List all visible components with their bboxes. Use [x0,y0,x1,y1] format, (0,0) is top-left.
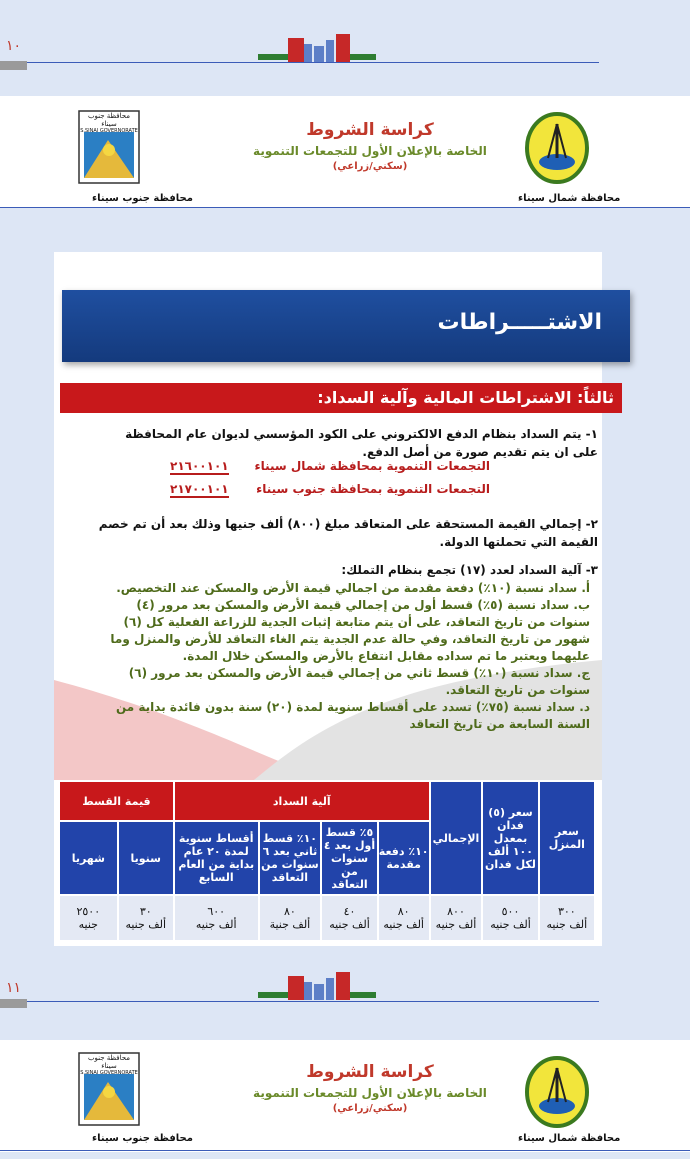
doc-title: كراسة الشروط [306,1062,434,1082]
point-b: ب. سداد نسبة (٥٪) قسط أول من إجمالي قيمة الأرض والمسكن بعد مرور (٤) سنوات من تاريخ التعاقد، على أن يتم متابعة إثبات الجدية للزراعة الفعلية كل (٦) شهور من تاريخ التعاقد، وفي حالة عدم الجدية يتم الغاء التعاقد للأرض والمنزل وما عليهما ويعتبر ما تم سداده مقابل انتفاع بالأرض والمسكن خلال المدة. [110,598,590,663]
section-heading: ثالثاً: الاشتراطات المالية وآلية السداد: [317,388,614,407]
buildings-logo-icon [258,968,378,1002]
page-number-bottom: ١١ [6,980,22,996]
code-label: التجمعات التنموية بمحافظة جنوب سيناء [256,482,490,496]
right-governorate-label: محافظة شمال سيناء [518,193,621,204]
code-row [100,482,490,505]
table-cell: ٥٠٠ ألف جنيه [483,896,537,940]
col-header-land-price: سعر (٥) فدان بمعدل ١٠٠ ألف لكل فدان [483,782,537,894]
doc-subtitle: الخاصة بالإعلان الأول للتجمعات التنموية [253,1086,487,1100]
doc-subtitle: الخاصة بالإعلان الأول للتجمعات التنموية [253,144,487,158]
table-cell: ٨٠ ألف جنيه [379,896,429,940]
buildings-logo-icon [258,30,378,64]
table-cell: ٤٠ ألف جنيه [322,896,376,940]
col-header-first-installment: ٥٪ قسط أول بعد ٤ سنوات من التعاقد [322,822,376,894]
table-cell: ٨٠ ألف جنية [260,896,321,940]
table-cell: ٢٥٠٠ جنيه [60,896,117,940]
item-1: ١- يتم السداد بنظام الدفع الالكتروني على الكود المؤسسي لديوان عام المحافظة على ان يتم تقديم صورة من أصل الدفع. [125,427,598,459]
section-title-slab [62,290,630,362]
point-a: أ. سداد نسبة (١٠٪) دفعة مقدمة من اجمالي قيمة الأرض والمسكن عند التخصيص. [116,581,590,595]
header-divider [0,1150,690,1151]
right-governorate-label: محافظة شمال سيناء [518,1133,621,1144]
group-header-mechanism: آلية السداد [175,782,429,820]
code-row [100,459,490,482]
header-title-block [160,1062,580,1114]
left-governorate-label: محافظة جنوب سيناء [92,1133,193,1144]
table-cell: ٦٠٠ ألف جنيه [175,896,258,940]
col-header-total: الإجمالي [431,782,482,894]
point-c: ج. سداد نسبة (١٠٪) قسط ثاني من إجمالي قيمة الأرض والمسكن بعد مرور (٦) سنوات من تاريخ التعاقد. [128,666,590,697]
page-number-bar [0,61,27,70]
col-header-monthly: شهريا [60,822,117,894]
col-header-yearly: سنويا [119,822,173,894]
code-value: ٢١٦٠٠١٠١ [170,459,229,473]
page-number-bar [0,999,27,1008]
item-2: ٢- إجمالي القيمة المستحقة على المتعاقد مبلغ (٨٠٠) ألف جنيها وذلك بعد أن تم خصم القيمة التي تحملتها الدولة. [98,517,598,549]
table-cell: ٣٠ ألف جنيه [119,896,173,940]
table-cell: ٣٠٠ ألف جنيه [540,896,594,940]
col-header-house-price: سعر المنزل [540,782,594,894]
col-header-second-installment: ١٠٪ قسط ثاني بعد ٦ سنوات من التعاقد [260,822,321,894]
code-value: ٢١٧٠٠١٠١ [170,482,229,496]
code-list [100,459,490,505]
doc-title: كراسة الشروط [306,120,434,140]
header-title-block [160,120,580,172]
code-label: التجمعات التنموية بمحافظة شمال سيناء [254,459,490,473]
doc-subnote: (سكني/زراعي) [332,1103,408,1114]
point-d: د. سداد نسبة (٧٥٪) تسدد على أقساط سنوية لمدة (٢٠) سنة بدون فائدة بداية من السنة السابعة من تاريخ التعاقد [115,700,590,731]
item-3-heading: ٣- آلية السداد لعدد (١٧) تجمع بنظام التملك: [341,563,598,577]
page-number-top: ١٠ [6,38,22,54]
logo-text: محافظة جنوب سيناء S.SINAI GOVERNORATE [80,1054,138,1076]
north-sinai-logo-icon [522,106,592,186]
header-divider [0,207,690,208]
north-sinai-logo-icon [522,1050,592,1130]
left-governorate-label: محافظة جنوب سيناء [92,193,193,204]
col-header-down-payment: ١٠٪ دفعة مقدمة [379,822,429,894]
group-header-installment: قيمة القسط [60,782,173,820]
section-title: الاشتـــــراطات [437,310,602,335]
item-3-points [96,580,590,733]
payment-table [58,780,596,942]
section-heading-bar [60,383,622,413]
logo-text: محافظة جنوب سيناء S.SINAI GOVERNORATE [80,112,138,134]
table-cell: ٨٠٠ ألف جنيه [431,896,482,940]
table-row [60,896,594,940]
doc-subnote: (سكني/زراعي) [332,161,408,172]
col-header-annual-20y: أقساط سنوية لمدة ٢٠ عام بداية من العام السابع [175,822,258,894]
